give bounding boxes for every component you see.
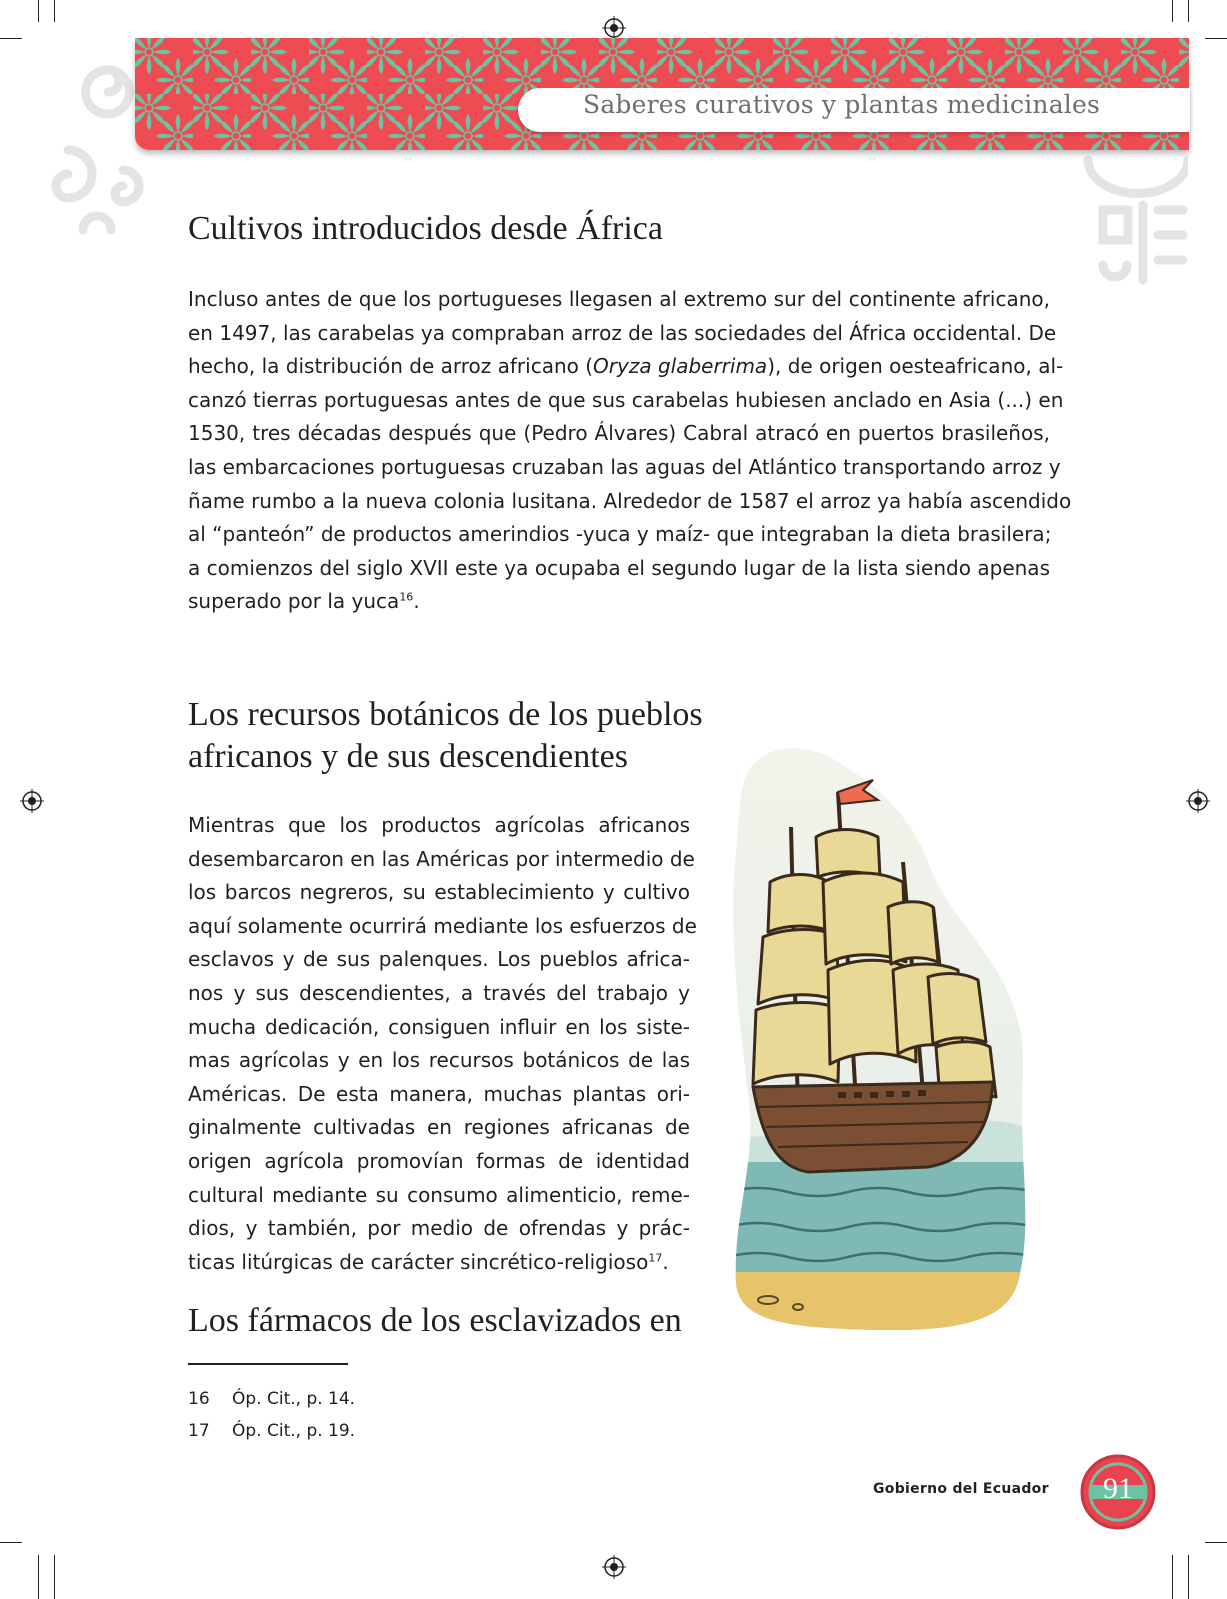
crop-mark — [38, 1555, 39, 1599]
text-fragment: hecho, la distribución de arroz africano ( — [188, 354, 594, 379]
section-heading: Cultivos introducidos desde África — [188, 210, 663, 247]
crop-mark — [1205, 1542, 1227, 1543]
heading-line: africanos y de sus descendientes — [188, 738, 628, 775]
text-line: mucha dedicación, consiguen influir en los siste- — [188, 1014, 690, 1039]
footnote-text: Óp. Cit., p. 14. — [232, 1389, 356, 1409]
spiral-ornament-icon — [1078, 150, 1188, 290]
section-heading: Los fármacos de los esclavizados en — [188, 1302, 682, 1339]
footnote-number: 17 — [188, 1421, 210, 1441]
text-line: cultural mediante su consumo alimenticio, reme- — [188, 1182, 690, 1207]
text-line: aquí solamente ocurrirá mediante los esfuerzos de — [188, 913, 697, 938]
text-line: Incluso antes de que los portugueses llegasen al extremo sur del continente africano, — [188, 287, 1050, 311]
text-line: desembarcaron en las Américas por intermedio de — [188, 846, 695, 871]
sailing-ship-icon — [728, 742, 1034, 1332]
registration-target-icon — [1186, 789, 1210, 813]
paragraph — [188, 283, 1072, 619]
text-line — [188, 1246, 690, 1280]
text-line: los barcos negreros, su establecimiento y cultivo — [188, 880, 690, 905]
crop-mark — [1188, 1555, 1189, 1599]
text-line — [188, 350, 1064, 384]
page-number: 91 — [1103, 1472, 1133, 1505]
text-fragment: ticas litúrgicas de carácter sincrético-religioso — [188, 1249, 649, 1274]
text-fragment: ), de origen oesteafricano, al- — [767, 354, 1064, 379]
text-line: 1530, tres décadas después que (Pedro Álvares) Cabral atracó en puertos brasileños, — [188, 421, 1050, 446]
crop-mark — [0, 1542, 22, 1543]
crop-mark — [1172, 0, 1173, 22]
text-line: ginalmente cultivadas en regiones africanas de — [188, 1115, 690, 1140]
crop-mark — [54, 0, 55, 22]
heading-line: Los recursos botánicos de los pueblos — [188, 696, 703, 733]
scientific-name: Oryza glaberrima — [593, 354, 768, 379]
footnote-rule — [188, 1363, 348, 1365]
text-line: esclavos y de sus palenques. Los pueblos africa- — [188, 947, 690, 972]
footnote-text: Óp. Cit., p. 19. — [232, 1421, 356, 1441]
spiral-ornament-icon — [38, 40, 148, 250]
registration-target-icon — [20, 789, 44, 813]
text-line: canzó tierras portuguesas antes de que sus carabelas hubiesen anclado en Asia (...) en — [188, 387, 1064, 412]
chapter-title: Saberes curativos y plantas medicinales — [583, 90, 1101, 119]
text-line: al “panteón” de productos amerindios -yuca y maíz- que integraban la dieta brasilera; — [188, 522, 1052, 547]
crop-mark — [1188, 0, 1189, 22]
paragraph — [188, 809, 697, 1279]
footnote-number: 16 — [188, 1389, 210, 1409]
text-line: ñame rumbo a la nueva colonia lusitana. Alrededor de 1587 el arroz ya había ascendido — [188, 488, 1072, 513]
footnote-ref[interactable]: 17 — [648, 1251, 663, 1265]
crop-mark — [1205, 38, 1227, 39]
section-heading — [188, 694, 703, 778]
registration-target-icon — [602, 1555, 626, 1579]
crop-mark — [1172, 1555, 1173, 1599]
registration-target-icon — [602, 16, 626, 40]
text-line — [188, 585, 1050, 619]
text-line: en 1497, las carabelas ya compraban arroz de las sociedades del África occidental. De — [188, 320, 1057, 345]
text-line: origen agrícola promovían formas de identidad — [188, 1148, 690, 1173]
footer-label: Gobierno del Ecuador — [873, 1481, 1049, 1497]
footnote-ref[interactable]: 16 — [399, 590, 414, 604]
crop-mark — [38, 0, 39, 22]
text-line: dios, y también, por medio de ofrendas y prác- — [188, 1216, 690, 1241]
text-fragment: . — [662, 1249, 669, 1274]
text-line: a comienzos del siglo XVII este ya ocupaba el segundo lugar de la lista siendo apenas — [188, 555, 1050, 580]
footnote — [188, 1421, 355, 1441]
text-line: las embarcaciones portuguesas cruzaban las aguas del Atlántico transportando arroz y — [188, 454, 1061, 479]
text-fragment: superado por la yuca — [188, 589, 400, 614]
crop-mark — [54, 1555, 55, 1599]
text-line: Américas. De esta manera, muchas plantas ori- — [188, 1081, 690, 1106]
text-line: Mientras que los productos agrícolas africanos — [188, 813, 690, 837]
text-line: nos y sus descendientes, a través del trabajo y — [188, 980, 690, 1005]
text-line: mas agrícolas y en los recursos botánicos de las — [188, 1048, 690, 1073]
text-fragment: . — [413, 589, 420, 614]
footnote — [188, 1389, 355, 1409]
crop-mark — [0, 38, 22, 39]
